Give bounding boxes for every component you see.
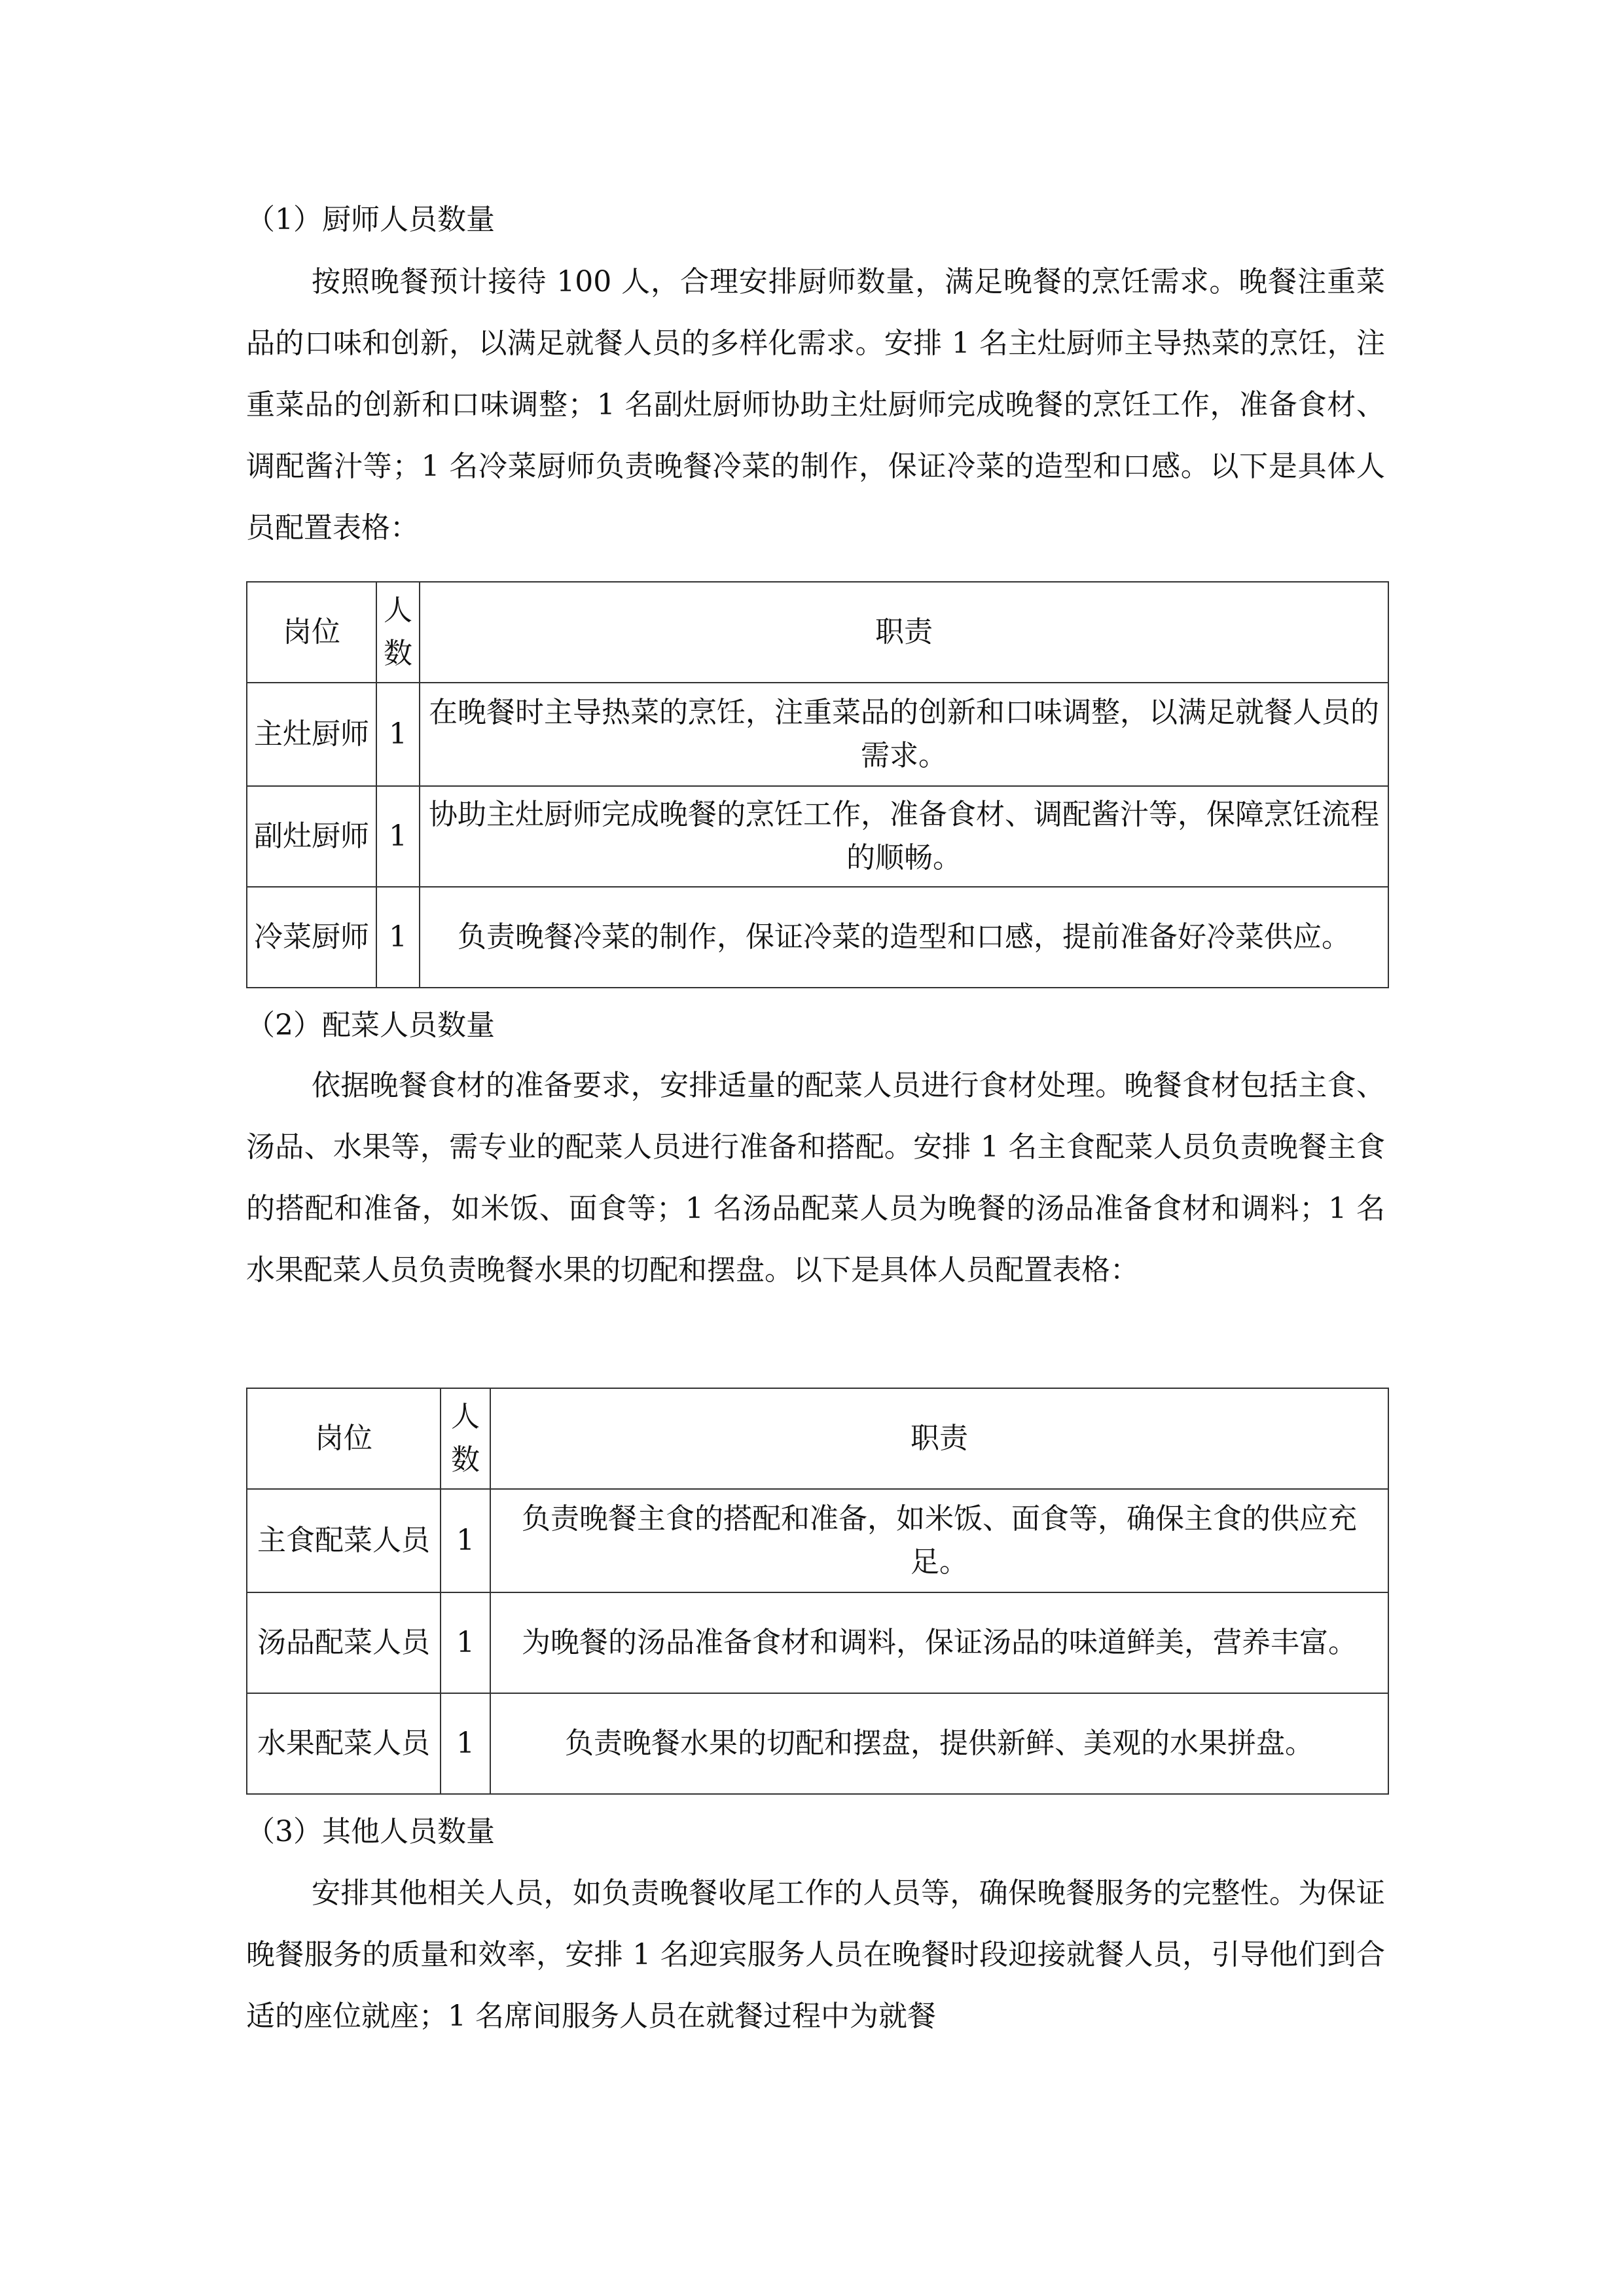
cook-staff-table bbox=[246, 581, 1389, 988]
section-heading-cooks: （1）厨师人员数量 bbox=[246, 203, 495, 236]
section-paragraph-prep: 依据晚餐食材的准备要求，安排适量的配菜人员进行食材处理。晚餐食材包括主食、汤品、水果等，需专业的配菜人员进行准备和搭配。安排 1 名主食配菜人员负责晚餐主食的搭配和准备，如米饭、面食等；1 名汤品配菜人员为晚餐的汤品准备食材和调料；1 名水果配菜人员负责晚餐水果的切配和摆盘。以下是具体人员配置表格： bbox=[246, 1069, 1385, 1287]
section-paragraph-cooks: 按照晚餐预计接待 100 人，合理安排厨师数量，满足晚餐的烹饪需求。晚餐注重菜品的口味和创新，以满足就餐人员的多样化需求。安排 1 名主灶厨师主导热菜的烹饪，注重菜品的创新和口味调整；1 名副灶厨师协助主灶厨师完成晚餐的烹饪工作，准备食材、调配酱汁等；1 名冷菜厨师负责晚餐冷菜的制作，保证冷菜的造型和口感。以下是具体人员配置表格： bbox=[246, 265, 1385, 545]
cell-post: 汤品配菜人员 bbox=[247, 1592, 441, 1693]
section-heading-other: （3）其他人员数量 bbox=[246, 1815, 495, 1848]
table-row bbox=[247, 1693, 1388, 1794]
header-duty: 职责 bbox=[420, 582, 1388, 683]
cell-count: 1 bbox=[441, 1693, 490, 1794]
table-row bbox=[247, 1489, 1388, 1592]
cell-count: 1 bbox=[441, 1592, 490, 1693]
cell-duty: 负责晚餐冷菜的制作，保证冷菜的造型和口感，提前准备好冷菜供应。 bbox=[420, 887, 1388, 988]
cell-post: 主食配菜人员 bbox=[247, 1489, 441, 1592]
table-header-row bbox=[247, 1388, 1388, 1489]
table-row bbox=[247, 683, 1388, 786]
table-header-row bbox=[247, 582, 1388, 683]
cell-count: 1 bbox=[376, 887, 420, 988]
prep-staff-table bbox=[246, 1388, 1389, 1795]
cell-post: 主灶厨师 bbox=[247, 683, 376, 786]
cell-post: 冷菜厨师 bbox=[247, 887, 376, 988]
section-paragraph-other: 安排其他相关人员，如负责晚餐收尾工作的人员等，确保晚餐服务的完整性。为保证晚餐服务的质量和效率，安排 1 名迎宾服务人员在晚餐时段迎接就餐人员，引导他们到合适的座位就座；1 名席间服务人员在就餐过程中为就餐 bbox=[246, 1876, 1385, 2033]
section-heading-prep: （2）配菜人员数量 bbox=[246, 1009, 495, 1042]
cell-duty: 为晚餐的汤品准备食材和调料，保证汤品的味道鲜美，营养丰富。 bbox=[490, 1592, 1388, 1693]
cell-count: 1 bbox=[376, 786, 420, 887]
cell-duty: 负责晚餐水果的切配和摆盘，提供新鲜、美观的水果拼盘。 bbox=[490, 1693, 1388, 1794]
header-duty: 职责 bbox=[490, 1388, 1388, 1489]
cell-count: 1 bbox=[441, 1489, 490, 1592]
header-post: 岗位 bbox=[247, 1388, 441, 1489]
cell-duty: 负责晚餐主食的搭配和准备，如米饭、面食等，确保主食的供应充足。 bbox=[490, 1489, 1388, 1592]
table-row bbox=[247, 887, 1388, 988]
header-count: 人数 bbox=[376, 582, 420, 683]
cell-duty: 协助主灶厨师完成晚餐的烹饪工作，准备食材、调配酱汁等，保障烹饪流程的顺畅。 bbox=[420, 786, 1388, 887]
table-row bbox=[247, 1592, 1388, 1693]
cell-count: 1 bbox=[376, 683, 420, 786]
cell-post: 副灶厨师 bbox=[247, 786, 376, 887]
cell-post: 水果配菜人员 bbox=[247, 1693, 441, 1794]
cell-duty: 在晚餐时主导热菜的烹饪，注重菜品的创新和口味调整，以满足就餐人员的需求。 bbox=[420, 683, 1388, 786]
header-count: 人数 bbox=[441, 1388, 490, 1489]
table-row bbox=[247, 786, 1388, 887]
header-post: 岗位 bbox=[247, 582, 376, 683]
